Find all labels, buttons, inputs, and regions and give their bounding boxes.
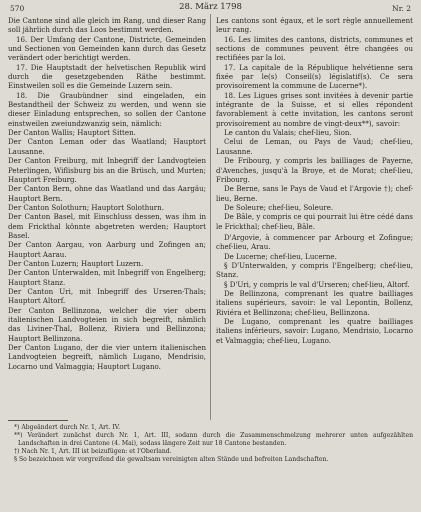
canton-entry: Le canton du Valais; chef-lieu, Sion. [224,128,352,138]
canton-entry: § D'Uri, y compris le val d'Urseren; chef-lieu, Altorf. [224,279,410,289]
canton-entry: Celui de Leman, ou Pays de Vaud; chef-lieu, Lausanne. [216,137,413,156]
canton-entry: Der Canton Leman oder das Waatland; Hauptort Lausanne. [8,137,206,156]
page-number: 570 [10,4,25,13]
canton-entry: De Soleure; chef-lieu, Soleure. [224,202,334,212]
paragraph: 16. Der Umfang der Cantone, Districte, Gemeinden und Sectionen von Gemeinden kann durch das Gesetz verändert oder berichtigt werden. [8,34,206,63]
paragraph: 16. Les limites des cantons, districts, communes et sections de communes peuvent être changées ou rectifiées par la loi. [216,34,413,63]
german-column [8,16,206,371]
footnotes [8,424,413,464]
page-date: 28. März 1798 [179,2,242,12]
canton-entry: Der Canton Luzern; Hauptort Luzern. [8,258,144,268]
paragraph: 18. Die Graubündner sind eingeladen, ein Bestandtheil der Schweiz zu werden, und wenn sie dieser Einladung entsprechen, so sollen der Cantone einstweilen zweiundzwanzig sein, nämlich: [8,90,206,128]
canton-entry: § D'Unterwalden, y compris l'Engelberg; chef-lieu, Stanz. [216,260,413,280]
canton-entry: De Bellinzona, comprenant les quatre bailliages italiens supérieurs, savoir: le val Lepontin, Bollenz, Riviéra et Bellinzona; chef-lieu, Bellinzona. [216,288,413,317]
paragraph: 17. La capitale de la République helvétienne sera fixée par le(s) Conseil(s) législatif(s). Ce sera provisoirement la commune de Lucerne*). [216,62,413,91]
canton-entry: De Berne, sans le Pays de Vaud et l'Argovie †); chef-lieu, Berne. [216,184,413,203]
canton-entry: Der Canton Bern, ohne das Waatland und das Aargäu; Hauptort Bern. [8,184,206,203]
footnote: § So bezeichnen wir vorgreifend die gewaltsam vereinigten alten Stände und befreiten Landschaften. [14,456,329,464]
canton-entry: Der Canton Basel, mit Einschluss dessen, was ihm in dem Frickthal könnte abgetreten werden; Hauptort Basel. [8,212,206,240]
footnote-rule [8,420,68,421]
paragraph: 18. Les Ligues grises sont invitées à devenir partie intégrante de la Suisse, et si elles répondent favorablement à cette invitation, les cantons seront provisoirement au nombre de vingt-deux**), savoir: [216,90,413,128]
canton-entry: Der Canton Bellinzona, welcher die vier obern italienischen Landvogteien in sich begreift, nämlich das Liviner-Thal, Bollenz, Riviera und Bellinzona; Hauptort Bellinzona. [8,305,206,343]
canton-entry: Der Canton Aargau, von Aarburg und Zofingen an; Hauptort Aarau. [8,240,206,259]
canton-entry: De Lugano, comprenant les quatre bailliages italiens inférieurs, savoir: Lugano, Mendrisio, Locarno et Valmaggia; chef-lieu, Lugano. [216,317,413,345]
column-divider [210,14,211,420]
paragraph: Die Cantone sind alle gleich im Rang, und dieser Rang soll jährlich durch das Loos bestimmt werden. [8,16,206,35]
footnote: †) Nach Nr. 1, Art. III ist beizufügen: et l'Oberland. [14,448,172,456]
canton-entry: Der Canton Wallis; Hauptort Sitten. [8,128,136,138]
canton-entry: Der Canton Unterwalden, mit Inbegriff von Engelberg; Hauptort Stanz. [8,268,206,287]
canton-entry: D'Argovie, à commencer par Arbourg et Zofingue; chef-lieu, Arau. [216,232,413,252]
canton-entry: Der Canton Uri, mit Inbegriff des Urseren-Thals; Hauptort Altorf. [8,286,206,306]
canton-entry: Der Canton Freiburg, mit Inbegriff der Landvogteien Peterlingen, Wiflisburg bis an die Brüsch, und Murten; Hauptort Freiburg. [8,156,206,184]
canton-entry: Der Canton Solothurn; Hauptort Solothurn. [8,202,164,212]
canton-entry: De Bâle, y compris ce qui pourrait lui être cédé dans le Frickthal; chef-lieu, Bâle. [216,212,413,231]
canton-entry: De Lucerne; chef-lieu, Lucerne. [224,251,337,261]
canton-entry: Der Canton Lugano, der die vier untern italienischen Landvogteien begreift, nämlich Lugano, Mendrisio, Locarno und Valmaggia; Hauptort Lugano. [8,343,206,371]
french-column [216,16,413,345]
issue-number: Nr. 2 [392,4,411,13]
paragraph: 17. Die Hauptstadt der helvetischen Republik wird durch die gesetzgebenden Räthe bestimmt. Einstweilen soll es die Gemeinde Luzern sein. [8,62,206,91]
footnote: *) Abgeändert durch Nr. 1, Art. IV. [14,424,121,431]
paragraph: Les cantons sont égaux, et le sort règle annuellement leur rang. [216,16,413,35]
footnote: **) Verändert zunächst durch Nr. 1, Art. III, sodann durch die Zusammenschmelzung mehrerer unten aufgezählten Landschaften in drei Cantone (4. Mai), sodass längere Zeit nur 18 Cantone bestanden. [14,432,413,448]
canton-entry: De Fribourg, y compris les bailliages de Payerne, d'Avenches, jusqu'à la Broye, et de Morat; chef-lieu, Fribourg. [216,156,413,184]
